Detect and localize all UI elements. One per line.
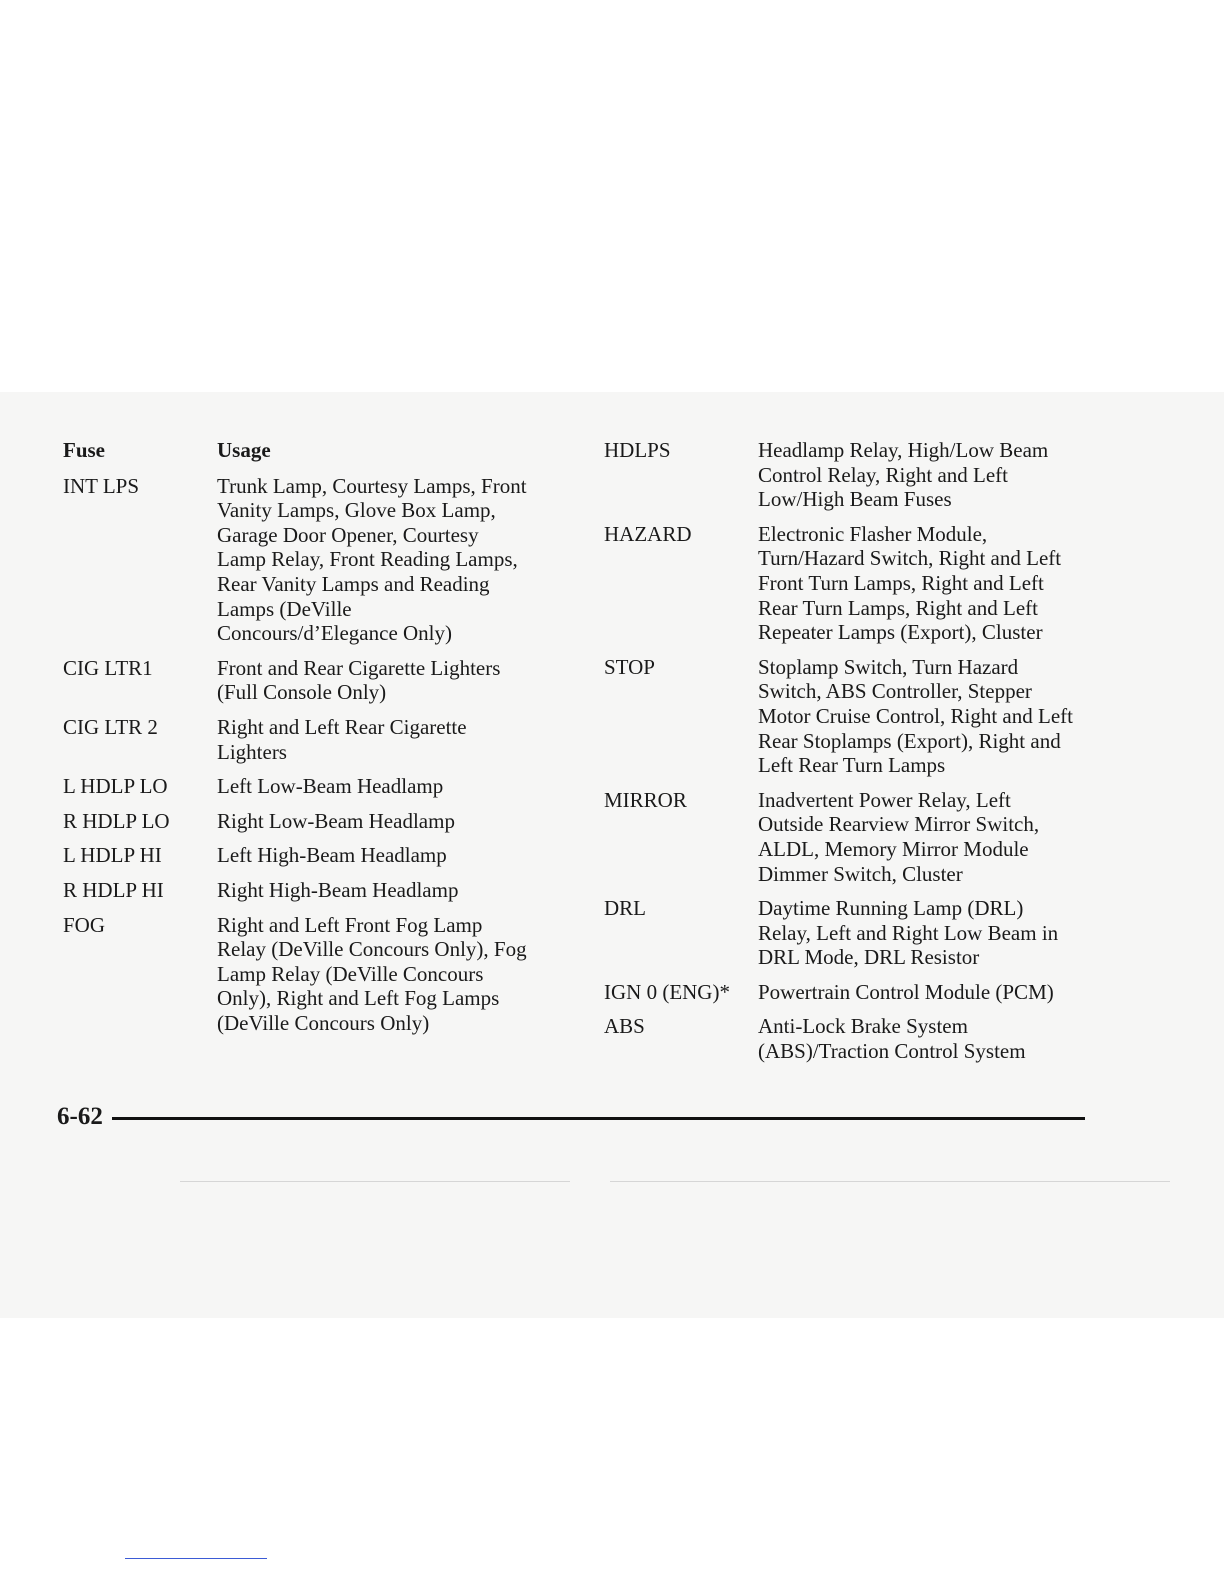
usage-line: Garage Door Opener, Courtesy	[217, 522, 479, 547]
usage-line: Dimmer Switch, Cluster	[758, 861, 963, 886]
page-footer	[57, 1103, 1085, 1131]
usage-line: Control Relay, Right and Left	[758, 462, 1009, 487]
usage-line: Lamps (DeVille	[217, 596, 352, 621]
usage-line: Concours/d’Elegance Only)	[217, 621, 453, 646]
usage-line: Rear Vanity Lamps and Reading	[217, 571, 490, 596]
usage-line: (ABS)/Traction Control System	[758, 1039, 1026, 1064]
usage-line: Relay (DeVille Concours Only), Fog	[217, 937, 527, 962]
usage-line: Lighters	[217, 739, 287, 764]
fuse-name: CIG LTR 2	[63, 714, 158, 739]
fuse-usage	[758, 655, 1104, 778]
usage-line: Right Low-Beam Headlamp	[217, 808, 455, 833]
usage-line: Rear Turn Lamps, Right and Left	[758, 595, 1038, 620]
fuse-usage	[217, 843, 563, 868]
usage-line: (Full Console Only)	[217, 680, 387, 705]
fuse-usage	[217, 715, 563, 764]
fuse-usage	[758, 522, 1104, 645]
fuse-table-row	[63, 474, 563, 646]
usage-line: Front and Rear Cigarette Lighters	[217, 655, 501, 680]
fuse-name: HDLPS	[604, 438, 671, 462]
fuse-name: ABS	[604, 1014, 645, 1039]
usage-line: Right and Left Front Fog Lamp	[217, 912, 483, 937]
fuse-usage	[217, 656, 563, 705]
usage-line: DRL Mode, DRL Resistor	[758, 945, 980, 970]
fuse-usage	[217, 913, 563, 1036]
link-underline	[125, 1558, 267, 1559]
fuse-name: R HDLP HI	[63, 877, 164, 902]
usage-line: Relay, Left and Right Low Beam in	[758, 920, 1059, 945]
scan-artifact-line	[610, 1181, 1170, 1182]
fuse-table-right	[604, 438, 1104, 1074]
fuse-table-row	[604, 438, 1104, 512]
fuse-usage	[758, 1014, 1104, 1063]
usage-line: Turn/Hazard Switch, Right and Left	[758, 546, 1062, 571]
fuse-column-header: Fuse	[63, 438, 105, 462]
usage-line: Headlamp Relay, High/Low Beam	[758, 438, 1049, 462]
usage-line: Lamp Relay (DeVille Concours	[217, 961, 484, 986]
fuse-usage	[217, 474, 563, 646]
table-header-row	[63, 438, 563, 463]
usage-line: Left High-Beam Headlamp	[217, 843, 447, 868]
fuse-name: MIRROR	[604, 787, 687, 812]
usage-line: Repeater Lamps (Export), Cluster	[758, 620, 1043, 645]
usage-line: Only), Right and Left Fog Lamps	[217, 986, 500, 1011]
fuse-usage	[758, 438, 1104, 512]
fuse-table-row	[604, 788, 1104, 886]
fuse-table-row	[604, 655, 1104, 778]
usage-line: Rear Stoplamps (Export), Right and	[758, 728, 1061, 753]
usage-line: (DeVille Concours Only)	[217, 1010, 430, 1035]
usage-line: Inadvertent Power Relay, Left	[758, 787, 1011, 812]
fuse-usage	[758, 788, 1104, 886]
fuse-table-row	[63, 809, 563, 834]
fuse-name: INT LPS	[63, 473, 140, 498]
fuse-name: L HDLP HI	[63, 843, 162, 868]
usage-line: Vanity Lamps, Glove Box Lamp,	[217, 498, 496, 523]
usage-line: Lamp Relay, Front Reading Lamps,	[217, 547, 518, 572]
fuse-name: CIG LTR1	[63, 655, 153, 680]
page-number: 6-62	[57, 1103, 103, 1130]
usage-line: Low/High Beam Fuses	[758, 487, 952, 512]
fuse-table-row	[604, 1014, 1104, 1063]
fuse-name: R HDLP LO	[63, 808, 170, 833]
fuse-usage	[217, 809, 563, 834]
fuse-usage	[758, 980, 1104, 1005]
right-rows-container	[604, 438, 1104, 1064]
usage-line: Right High-Beam Headlamp	[217, 877, 459, 902]
fuse-table-row	[604, 896, 1104, 970]
fuse-name: L HDLP LO	[63, 774, 168, 799]
fuse-name: IGN 0 (ENG)*	[604, 979, 730, 1004]
fuse-table-row	[63, 843, 563, 868]
usage-line: Right and Left Rear Cigarette	[217, 714, 467, 739]
fuse-table-row	[604, 522, 1104, 645]
usage-line: ALDL, Memory Mirror Module	[758, 836, 1029, 861]
usage-column-header: Usage	[217, 438, 271, 462]
usage-line: Electronic Flasher Module,	[758, 521, 988, 546]
fuse-table-row	[63, 774, 563, 799]
usage-line: Anti-Lock Brake System	[758, 1014, 968, 1039]
fuse-name: HAZARD	[604, 521, 692, 546]
usage-line: Switch, ABS Controller, Stepper	[758, 679, 1032, 704]
fuse-name: STOP	[604, 654, 655, 679]
fuse-table-left	[63, 438, 563, 1045]
footer-rule	[112, 1117, 1085, 1120]
fuse-name: FOG	[63, 912, 106, 937]
fuse-usage	[217, 774, 563, 799]
fuse-table-row	[63, 715, 563, 764]
usage-line: Powertrain Control Module (PCM)	[758, 979, 1054, 1004]
fuse-name: DRL	[604, 896, 646, 921]
left-rows-container	[63, 474, 563, 1036]
fuse-table-row	[604, 980, 1104, 1005]
fuse-table-row	[63, 913, 563, 1036]
usage-line: Left Low-Beam Headlamp	[217, 774, 444, 799]
usage-line: Outside Rearview Mirror Switch,	[758, 812, 1040, 837]
fuse-table-row	[63, 878, 563, 903]
scan-artifact-line	[180, 1181, 570, 1182]
usage-line: Stoplamp Switch, Turn Hazard	[758, 654, 1019, 679]
usage-line: Left Rear Turn Lamps	[758, 753, 946, 778]
usage-line: Front Turn Lamps, Right and Left	[758, 570, 1044, 595]
fuse-usage	[217, 878, 563, 903]
fuse-usage	[758, 896, 1104, 970]
fuse-table-row	[63, 656, 563, 705]
usage-line: Daytime Running Lamp (DRL)	[758, 896, 1024, 921]
usage-line: Motor Cruise Control, Right and Left	[758, 703, 1073, 728]
usage-line: Trunk Lamp, Courtesy Lamps, Front	[217, 473, 527, 498]
